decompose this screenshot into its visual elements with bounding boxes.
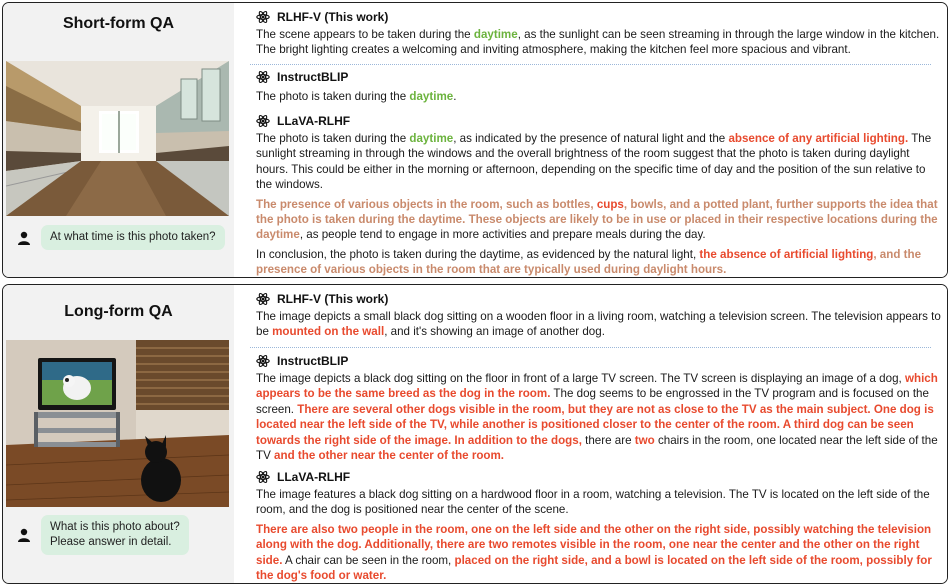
kitchen-photo xyxy=(6,61,229,216)
user-icon xyxy=(17,528,31,542)
long-answers-column xyxy=(234,285,947,583)
long-question-row xyxy=(17,515,189,555)
short-rlhfv-answer: The scene appears to be taken during the daytime, as the sunlight can be seen streaming in through the large window in the kitchen. The bright lighting creates a welcoming and inviting atmosphere, making the kitchen feel more spacious and vibrant. xyxy=(256,28,940,57)
long-rlhfv-answer: The image depicts a small black dog sitting on a wooden floor in a living room, watching a television screen. The television appears to be mounted on the wall, and it's showing an image of another dog. xyxy=(256,310,941,339)
long-llava-header xyxy=(256,469,941,485)
dog-tv-photo xyxy=(6,340,229,507)
short-llava-block xyxy=(256,113,941,278)
atom-icon xyxy=(256,470,270,484)
short-instructblip-name: InstructBLIP xyxy=(277,70,349,84)
long-llava-paragraph-2: There are also two people in the room, one on the left side and the other on the right side, possibly watching the television along with the dog. Additionally, there are two remotes visible in the room, one near the center and the other on the right side. A chair can be seen in the room, placed on the right side, and a bowl is located on the left side of the room, possibly for the dog's food or water. xyxy=(256,522,932,583)
dog-tv-illustration xyxy=(6,340,229,507)
short-question-column xyxy=(3,3,234,277)
short-rlhfv-name: RLHF-V (This work) xyxy=(277,10,389,24)
long-question-line-2: Please answer in detail. xyxy=(50,536,172,548)
long-instructblip-block xyxy=(256,353,941,463)
long-form-title: Long-form QA xyxy=(64,303,173,320)
atom-icon xyxy=(256,292,270,306)
long-form-panel xyxy=(2,284,948,584)
long-llava-answer xyxy=(256,487,941,583)
long-instructblip-name: InstructBLIP xyxy=(277,354,349,368)
short-rlhfv-block xyxy=(256,9,941,58)
atom-icon xyxy=(256,70,270,84)
separator-dotted xyxy=(250,347,931,348)
short-answers-column xyxy=(234,3,947,277)
long-llava-paragraph-1: The image features a black dog sitting on a hardwood floor in a room, watching a television. The TV is located on the left side of the room, and the dog is positioned near the center of the scene. xyxy=(256,488,930,517)
atom-icon xyxy=(256,10,270,24)
short-llava-paragraph-1: The photo is taken during the daytime, as indicated by the presence of natural light and the absence of any artificial lighting. The sunlight streaming in through the windows and the overall brightness of the room suggest that the photo is taken during daylight hours. This could be either in the morning or afternoon, depending on the specific time of day and the position of the sun relative to the windows. xyxy=(256,132,932,192)
short-form-panel xyxy=(2,2,948,278)
long-llava-block xyxy=(256,469,941,584)
atom-icon xyxy=(256,354,270,368)
kitchen-illustration xyxy=(6,61,229,216)
long-rlhfv-header xyxy=(256,291,941,307)
separator-dotted xyxy=(250,64,931,65)
short-question-row xyxy=(17,225,225,250)
long-instructblip-answer: The image depicts a black dog sitting on the floor in front of a large TV screen. The TV screen is displaying an image of a dog, which appears to be the same breed as the dog in the room. The dog seems to be engrossed in the TV program and is focused on the screen. There are several other dogs visible in the room, but they are not as close to the TV as the main subject. One dog is located near the left side of the TV, while another is positioned closer to the center of the room. A third dog can be seen towards the right side of the image. In addition to the dogs, there are two chairs in the room, one located near the left side of the TV and the other near the center of the room. xyxy=(256,372,938,463)
short-question-bubble: At what time is this photo taken? xyxy=(41,225,225,250)
short-llava-paragraph-2: The presence of various objects in the room, such as bottles, cups, bowls, and a potted plant, further supports the idea that the photo is taken during the daytime. These objects are likely to be in use or placed in their respective locations during the daytime, as people tend to engage in more activities and prepare meals during the day. xyxy=(256,197,938,242)
short-llava-paragraph-3: In conclusion, the photo is taken during the daytime, as evidenced by the natural light, the absence of artificial lighting, and the presence of various objects in the room that are typically used during daylight hours. xyxy=(256,247,922,277)
short-form-title: Short-form QA xyxy=(62,15,175,32)
long-rlhfv-name: RLHF-V (This work) xyxy=(277,292,389,306)
long-question-line-1: What is this photo about? xyxy=(50,521,180,533)
atom-icon xyxy=(256,114,270,128)
user-icon xyxy=(17,231,31,245)
short-instructblip-block xyxy=(256,69,941,104)
long-rlhfv-block xyxy=(256,291,941,340)
long-question-column xyxy=(3,285,234,583)
short-llava-header xyxy=(256,113,941,129)
short-instructblip-answer: The photo is taken during the daytime. xyxy=(256,90,457,103)
short-llava-answer xyxy=(256,131,941,278)
short-llava-name: LLaVA-RLHF xyxy=(277,114,351,128)
short-instructblip-header xyxy=(256,69,941,85)
long-llava-name: LLaVA-RLHF xyxy=(277,470,351,484)
long-question-bubble xyxy=(41,515,189,555)
long-instructblip-header xyxy=(256,353,941,369)
short-rlhfv-header xyxy=(256,9,941,25)
